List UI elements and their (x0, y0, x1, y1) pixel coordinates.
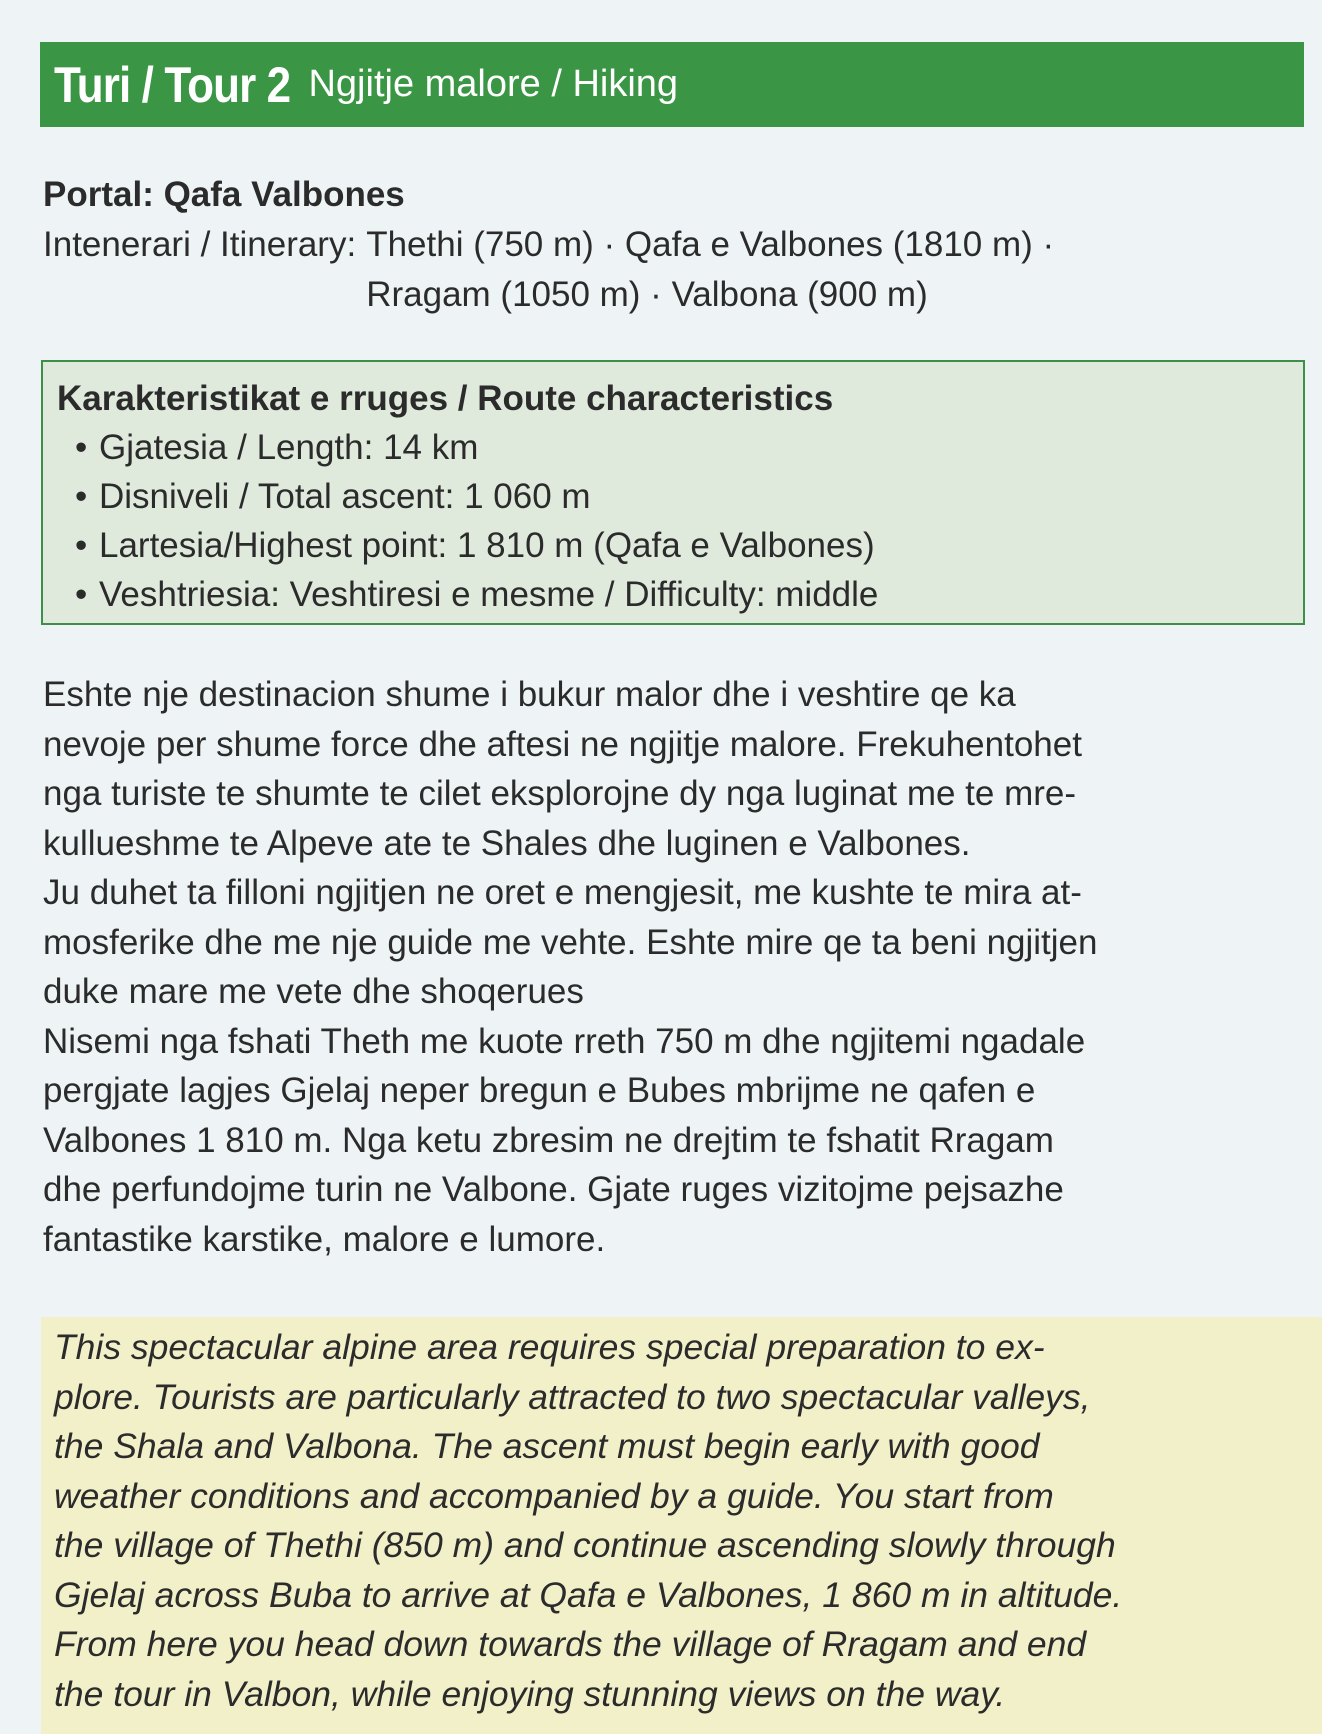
text-line: the Shala and Valbona. The ascent must begin early with good (54, 1426, 1040, 1466)
route-item-length (57, 423, 1289, 472)
portal-title: Portal: Qafa Valbones (43, 175, 405, 214)
bullet-icon: • (75, 477, 88, 516)
text-line: mosferike dhe me nje guide me vehte. Eshte mire qe ta beni ngjitjen (43, 922, 1098, 962)
text-line: This spectacular alpine area requires special preparation to ex- (54, 1327, 1045, 1367)
tour-subtitle: Ngjitje malore / Hiking (308, 63, 679, 105)
text-line: fantastike karstike, malore e lumore. (43, 1219, 606, 1259)
itinerary-stops (366, 220, 1054, 320)
text-line: Gjelaj across Buba to arrive at Qafa e Valbones, 1 860 m in altitude. (54, 1574, 1123, 1615)
text-line: From here you head down towards the village of Rragam and end (54, 1624, 1087, 1664)
route-characteristics-list (57, 423, 1289, 619)
itinerary-line: Rragam (1050 m) · Valbona (900 m) (366, 275, 928, 314)
text-line: the village of Thethi (850 m) and continue ascending slowly through (54, 1525, 1116, 1565)
bullet-icon: • (75, 575, 88, 614)
text-line: plore. Tourists are particularly attracted to two spectacular valleys, (54, 1376, 1091, 1417)
text-line: Nisemi nga fshati Theth me kuote rreth 750 m dhe ngjitemi ngadale (43, 1021, 1086, 1061)
tour-header-banner (40, 42, 1304, 127)
route-item-text: Lartesia/Highest point: 1 810 m (Qafa e Valbones) (99, 526, 875, 565)
text-line: weather conditions and accompanied by a guide. You start from (54, 1475, 1054, 1516)
bullet-icon: • (75, 526, 88, 565)
text-line: Ju duhet ta filloni ngjitjen ne oret e mengjesit, me kushte te mira at- (43, 873, 1082, 912)
text-line: Valbones 1 810 m. Nga ketu zbresim ne drejtim te fshatit Rragam (43, 1120, 1054, 1160)
route-item-highest-point (57, 521, 1289, 570)
route-item-difficulty (57, 570, 1289, 619)
text-line: nevoje per shume force dhe aftesi ne ngjitje malore. Frekuhentohet (43, 724, 1082, 764)
itinerary-line: Thethi (750 m) · Qafa e Valbones (1810 m) · (366, 225, 1055, 264)
route-characteristics-title: Karakteristikat e rruges / Route characteristics (57, 379, 834, 418)
text-line: pergjate lagjes Gjelaj neper bregun e Bubes mbrijme ne qafen e (43, 1071, 1036, 1110)
itinerary-label: Intenerari / Itinerary: (43, 225, 357, 264)
route-item-text: Disniveli / Total ascent: 1 060 m (99, 477, 591, 516)
text-line: nga turiste te shumte te cilet eksplorojne dy nga luginat me te mre- (43, 774, 1077, 813)
text-line: the tour in Valbon, while enjoying stunning views on the way. (54, 1673, 1006, 1714)
route-characteristics-box (41, 360, 1305, 625)
itinerary (43, 220, 1283, 320)
tour-title: Turi / Tour 2 (54, 56, 291, 113)
text-line: duke mare me vete dhe shoqerues (43, 972, 584, 1011)
route-item-text: Gjatesia / Length: 14 km (99, 428, 479, 467)
portal-section (43, 170, 1283, 320)
route-item-ascent (57, 472, 1289, 521)
route-item-text: Veshtriesia: Veshtiresi e mesme / Difficulty: middle (99, 575, 879, 614)
english-description-box (41, 1317, 1322, 1734)
text-line: dhe perfundojme turin ne Valbone. Gjate ruges vizitojme pejsazhe (43, 1170, 1064, 1209)
albanian-description (43, 670, 1313, 1264)
bullet-icon: • (75, 428, 88, 467)
text-line: kullueshme te Alpeve ate te Shales dhe luginen e Valbones. (43, 823, 971, 863)
text-line: Eshte nje destinacion shume i bukur malor dhe i veshtire qe ka (43, 675, 1016, 714)
